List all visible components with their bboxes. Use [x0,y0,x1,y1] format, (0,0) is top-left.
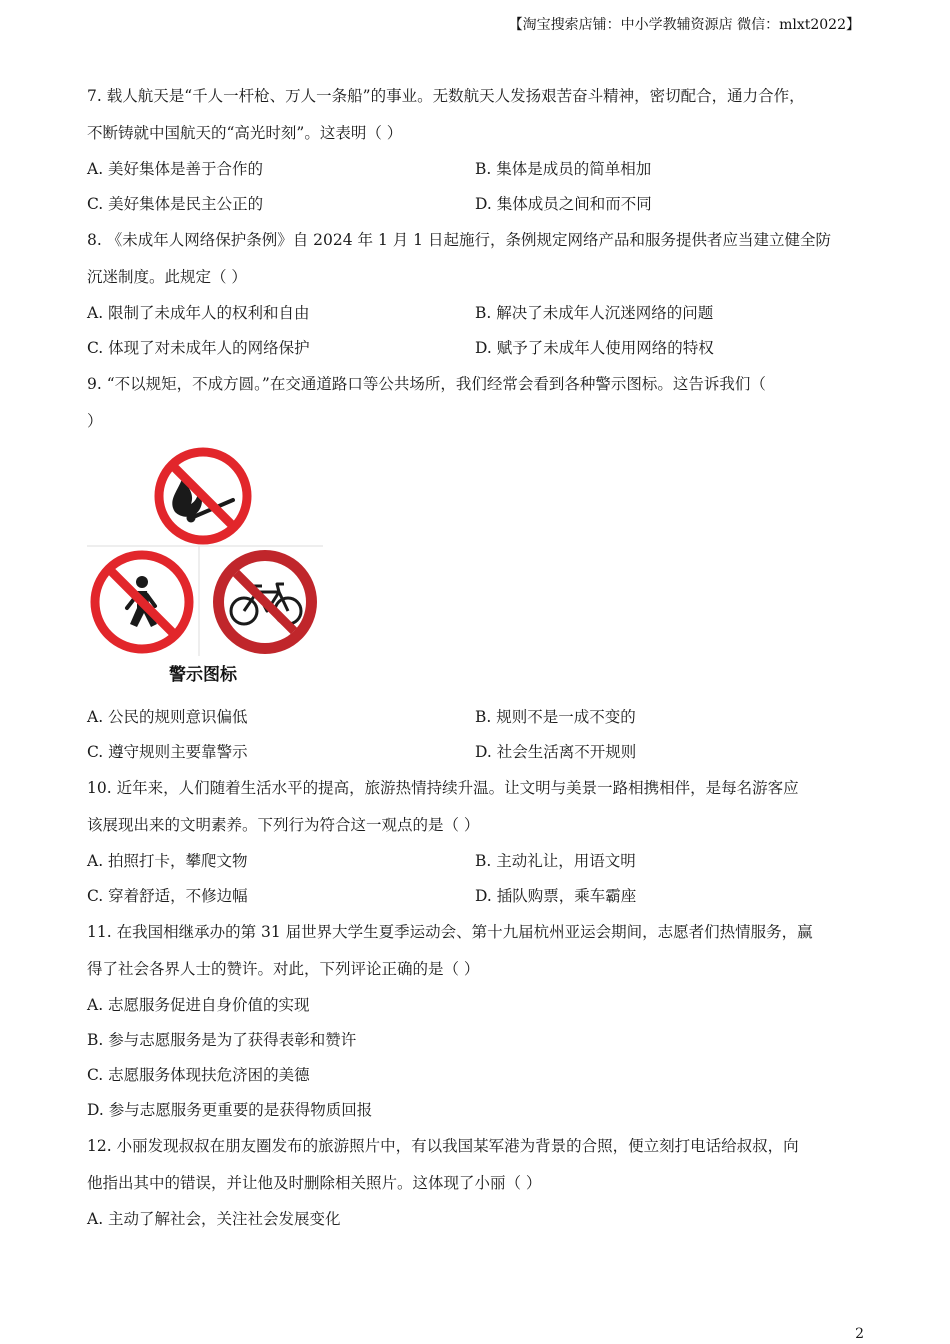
question-10-option-c: C. 穿着舒适，不修边幅 [87,887,248,905]
question-7-stem-line-1: 7. 载人航天是“千人一杆枪、万人一条船”的事业。无数航天人发扬艰苦奋斗精神，密切配合，通力合作， [87,87,805,105]
question-11-option-a: A. 志愿服务促进自身价值的实现 [87,996,310,1014]
question-10-option-d: D. 插队购票，乘车霸座 [475,887,637,905]
question-10-stem-line-2: 该展现出来的文明素养。下列行为符合这一观点的是（ ） [87,816,480,834]
question-11-stem-line-1: 11. 在我国相继承办的第 31 届世界大学生夏季运动会、第十九届杭州亚运会期间，志愿者们热情服务，赢 [87,923,813,941]
page-header: 【淘宝搜索店铺：中小学教辅资源店 微信：mlxt2022】 [508,17,860,33]
question-10 [87,770,877,914]
warning-signs-figure [87,446,327,696]
question-8-option-d: D. 赋予了未成年人使用网络的特权 [475,339,714,357]
question-10-options [87,844,877,914]
question-9-options [87,700,877,770]
question-9-option-a: A. 公民的规则意识偏低 [87,708,248,726]
question-9-stem-line-2: ） [87,412,103,430]
question-7-option-a: A. 美好集体是善于合作的 [87,160,264,178]
question-8-stem-line-2: 沉迷制度。此规定（ ） [87,268,247,286]
question-8-stem-line-1: 8. 《未成年人网络保护条例》自 2024 年 1 月 1 日起施行，条例规定网络产品和服务提供者应当建立健全防 [87,231,831,249]
figure-caption: 警示图标 [169,665,237,685]
question-12-options [87,1202,877,1237]
question-8-option-a: A. 限制了未成年人的权利和自由 [87,304,310,322]
question-11-option-c: C. 志愿服务体现扶危济困的美德 [87,1066,310,1084]
question-10-option-a: A. 拍照打卡，攀爬文物 [87,852,248,870]
warning-signs-graphic [87,446,327,696]
page-number: 2 [855,1326,864,1342]
question-11-option-d: D. 参与志愿服务更重要的是获得物质回报 [87,1101,373,1119]
question-content [87,78,877,1237]
no-pedestrian-icon [95,555,189,649]
question-7-stem-line-2: 不断铸就中国航天的“高光时刻”。这表明（ ） [87,124,403,142]
question-11 [87,914,877,1128]
question-10-stem-line-1: 10. 近年来，人们随着生活水平的提高，旅游热情持续升温。让文明与美景一路相携相伴，是每名游客应 [87,779,799,797]
question-8-options [87,296,877,366]
question-8 [87,222,877,366]
question-8-option-b: B. 解决了未成年人沉迷网络的问题 [475,304,714,322]
question-9 [87,366,877,770]
question-10-option-b: B. 主动礼让，用语文明 [475,852,636,870]
no-bicycle-icon [213,550,317,654]
question-11-options [87,988,877,1128]
question-7-option-c: C. 美好集体是民主公正的 [87,195,264,213]
question-11-stem-line-2: 得了社会各界人士的赞许。对此，下列评论正确的是（ ） [87,960,480,978]
question-7-option-b: B. 集体是成员的简单相加 [475,160,652,178]
question-12-stem-line-1: 12. 小丽发现叔叔在朋友圈发布的旅游照片中，有以我国某军港为背景的合照，便立刻打电话给叔叔，向 [87,1137,799,1155]
question-12 [87,1128,877,1237]
question-9-option-b: B. 规则不是一成不变的 [475,708,636,726]
question-7 [87,78,877,222]
no-fire-icon [159,452,247,540]
question-12-stem-line-2: 他指出其中的错误，并让他及时删除相关照片。这体现了小丽（ ） [87,1174,542,1192]
question-9-option-d: D. 社会生活离不开规则 [475,743,637,761]
question-7-option-d: D. 集体成员之间和而不同 [475,195,652,213]
question-11-option-b: B. 参与志愿服务是为了获得表彰和赞许 [87,1031,357,1049]
question-7-options [87,152,877,222]
question-9-stem-line-1: 9. “不以规矩，不成方圆。”在交通道路口等公共场所，我们经常会看到各种警示图标。这告诉我们（ [87,375,766,393]
question-9-option-c: C. 遵守规则主要靠警示 [87,743,248,761]
question-12-option-a: A. 主动了解社会，关注社会发展变化 [87,1210,341,1228]
question-8-option-c: C. 体现了对未成年人的网络保护 [87,339,310,357]
